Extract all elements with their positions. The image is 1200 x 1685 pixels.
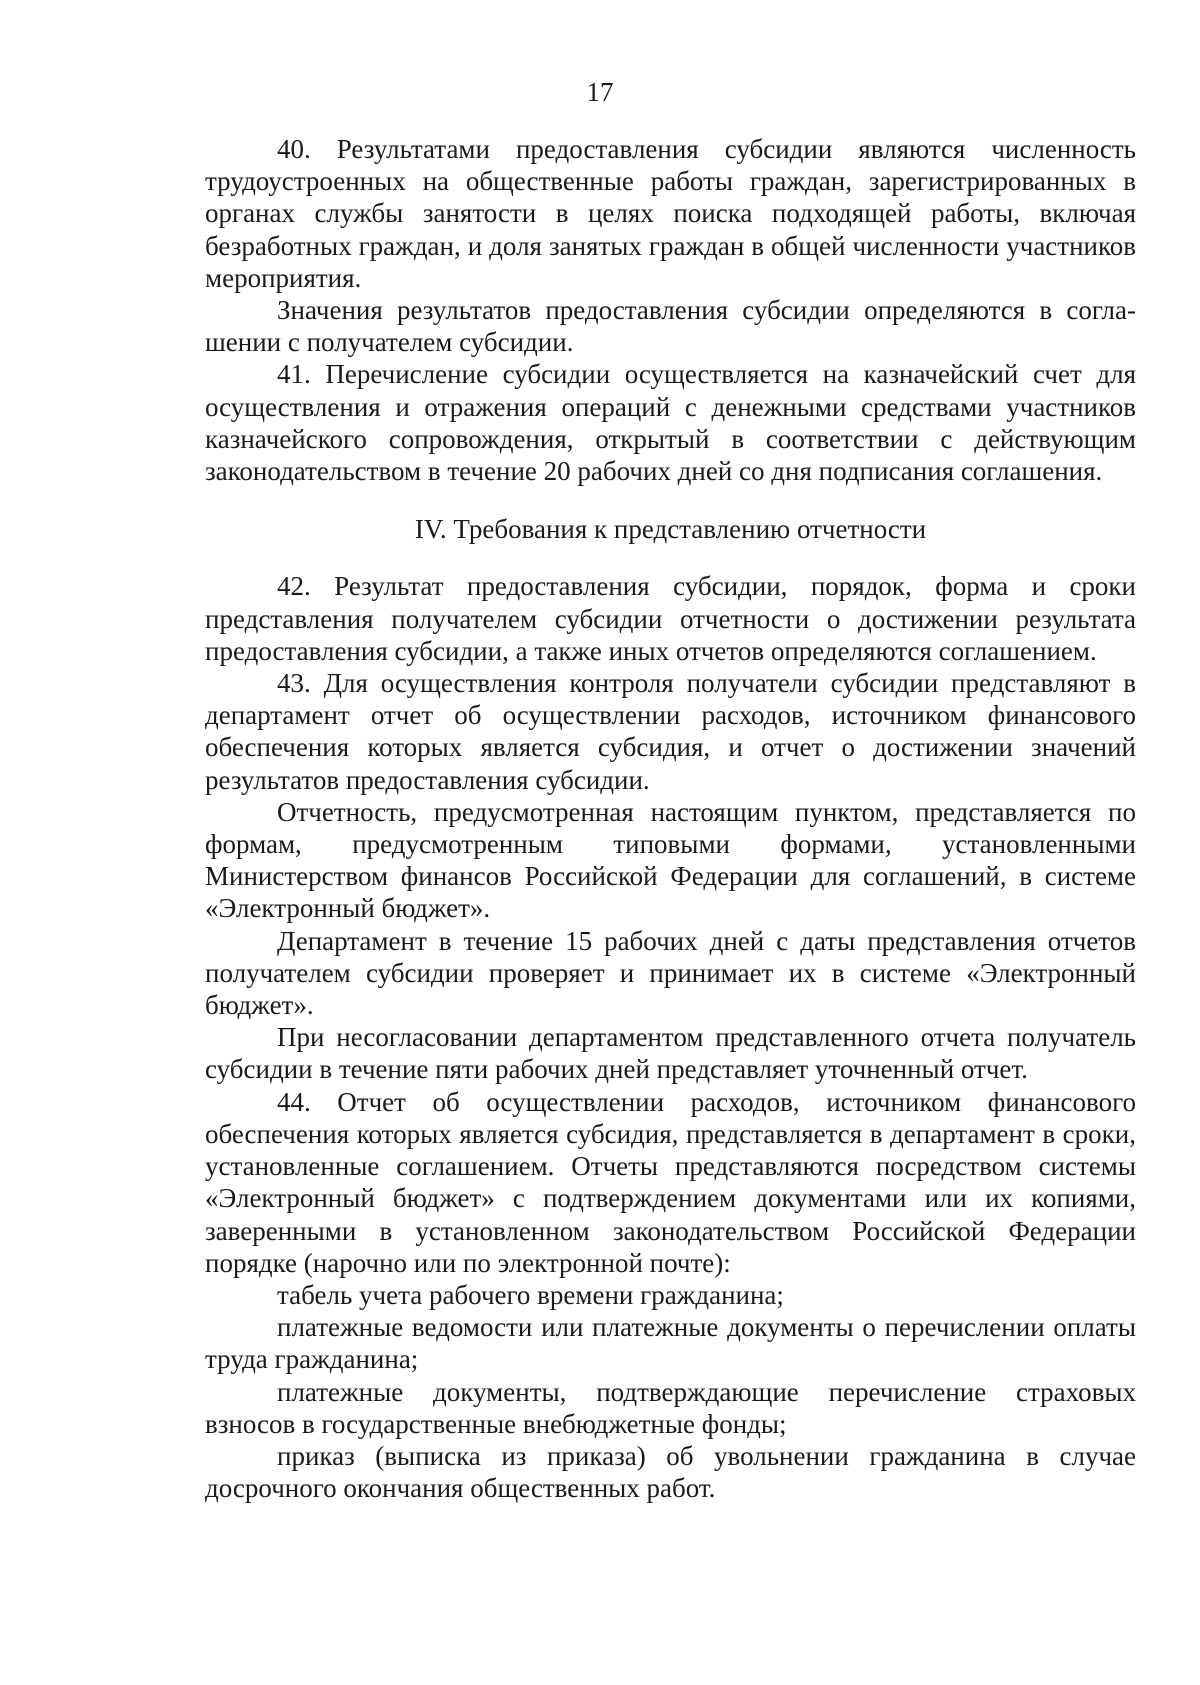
paragraph-results-values: Значения результатов предоставления субсидии определяются в соглашении с получателем субсидии. xyxy=(205,295,1136,358)
page-number: 17 xyxy=(586,77,614,107)
paragraph-44-expense-report: 44. Отчет об осуществлении расходов, источником финансового обеспечения которых является субсидия, представляется в департамент в сроки, установленные соглашением. Отчеты представляются посредством системы «Электронный бюджет» с подтверждением документами или их копиями, заверенными в установленном законодательством Российской Федерации порядке (нарочно или по электронной почте): xyxy=(205,1086,1136,1278)
paragraph-disagreement: При несогласовании департаментом представленного отчета получатель субсидии в течение пяти рабочих дней представляет уточненный отчет. xyxy=(205,1022,1136,1085)
paragraph-report-forms: Отчетность, предусмотренная настоящим пунктом, представляется по формам, предусмотренным типовыми формами, установленными Министерством финансов Российской Федерации для соглашений, в системе «Электронный бюджет». xyxy=(205,796,1136,924)
paragraph-43-control: 43. Для осуществления контроля получатели субсидии представляют в департамент отчет об осуществлении расходов, источником финансового обеспечения которых является субсидия, и отчет о достижении значений результатов предоставления субсидии. xyxy=(205,668,1136,795)
list-item-insurance: платежные документы, подтверждающие перечисление страховых взносов в государственные внебюджетные фонды; xyxy=(205,1376,1136,1439)
list-item-payroll: платежные ведомости или платежные документы о перечислении оплаты труда гражданина; xyxy=(205,1312,1136,1375)
section-heading-iv: IV. Требования к представлению отчетности xyxy=(414,514,927,545)
paragraph-41-transfer: 41. Перечисление субсидии осуществляется на казначейский счет для осуществления и отражения операций с денежными средствами участников казначейского сопровождения, открытый в соответствии с действующим законодательством в течение 20 рабочих дней со дня подписания соглашения. xyxy=(205,359,1136,487)
paragraph-40-results: 40. Результатами предоставления субсидии являются численность трудоустроенных на общественные работы граждан, зарегистрированных в органах службы занятости в целях поиска подходящей работы, включая безработных граждан, и доля занятых граждан в общей численности участников мероприятия. xyxy=(205,134,1136,293)
paragraph-department-review: Департамент в течение 15 рабочих дней с даты представления отчетов получателем субсидии проверяет и принимает их в системе «Электронный бюджет». xyxy=(205,925,1136,1021)
list-item-dismissal-order: приказ (выписка из приказа) об увольнении гражданина в случае досрочного окончания общественных работ. xyxy=(205,1440,1136,1504)
list-item-timesheet: табель учета рабочего времени гражданина; xyxy=(277,1279,784,1310)
paragraph-42-reporting: 42. Результат предоставления субсидии, порядок, форма и сроки представления получателем субсидии отчетности о достижении результата предоставления субсидии, а также иных отчетов определяются соглашением. xyxy=(205,571,1136,666)
document-body xyxy=(205,133,1136,1504)
